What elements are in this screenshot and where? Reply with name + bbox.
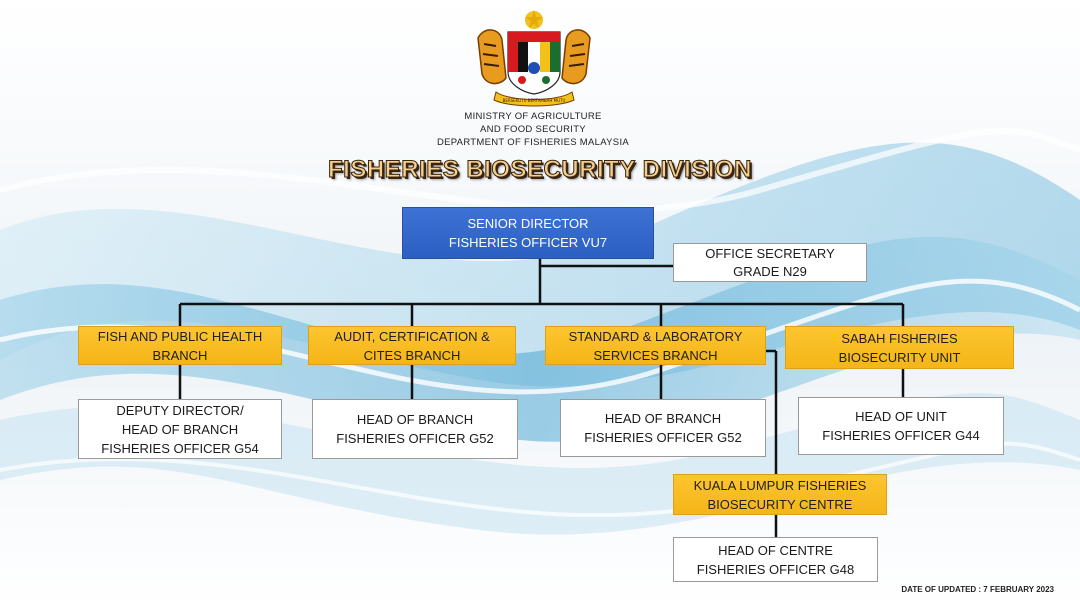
head-sabah-unit[interactable]: [798, 397, 1004, 455]
head-label: HEAD OF CENTRE: [718, 542, 833, 558]
head-audit-certification[interactable]: [312, 399, 518, 459]
branch-label: STANDARD & LABORATORY: [568, 328, 743, 344]
head-grade: FISHERIES OFFICER G48: [696, 561, 855, 577]
head-kl-centre[interactable]: [673, 537, 878, 582]
centre-label: BIOSECURITY CENTRE: [707, 496, 853, 512]
branch-label: BIOSECURITY UNIT: [838, 349, 961, 365]
office-secretary-grade: GRADE N29: [733, 263, 807, 279]
head-grade: FISHERIES OFFICER G54: [101, 440, 259, 456]
branch-label: SABAH FISHERIES: [841, 330, 958, 346]
head-label: HEAD OF BRANCH: [121, 421, 239, 437]
head-label: DEPUTY DIRECTOR/: [116, 402, 244, 418]
office-secretary-box[interactable]: [673, 243, 867, 282]
branch-standard-laboratory[interactable]: [545, 326, 766, 365]
head-grade: FISHERIES OFFICER G44: [822, 428, 980, 443]
head-label: HEAD OF BRANCH: [604, 411, 722, 426]
motto-text: BERSEKUTU BERTAMBAH MUTU: [502, 98, 566, 103]
branch-fish-public-health[interactable]: [78, 326, 282, 365]
senior-director-grade: FISHERIES OFFICER VU7: [448, 235, 608, 250]
senior-director-box[interactable]: [402, 207, 654, 259]
head-label: HEAD OF BRANCH: [356, 412, 474, 427]
head-grade: FISHERIES OFFICER G52: [584, 430, 742, 445]
branch-audit-certification[interactable]: [308, 326, 516, 365]
head-fish-public-health[interactable]: [78, 399, 282, 459]
senior-director-title: SENIOR DIRECTOR: [467, 216, 589, 231]
office-secretary-title: OFFICE SECRETARY: [705, 245, 835, 261]
branch-label: SERVICES BRANCH: [593, 347, 718, 363]
branch-label: AUDIT, CERTIFICATION &: [334, 328, 490, 344]
head-standard-laboratory[interactable]: [560, 399, 766, 457]
ministry-line: AND FOOD SECURITY: [480, 124, 586, 135]
department-line: DEPARTMENT OF FISHERIES MALAYSIA: [436, 137, 630, 148]
branch-sabah-unit[interactable]: [785, 326, 1014, 369]
kl-biosecurity-centre[interactable]: [673, 474, 887, 515]
branch-label: FISH AND PUBLIC HEALTH: [97, 328, 263, 344]
branch-label: CITES BRANCH: [363, 347, 461, 363]
date-updated: DATE OF UPDATED : 7 FEBRUARY 2023: [901, 585, 1054, 594]
ministry-line: MINISTRY OF AGRICULTURE: [464, 111, 602, 122]
centre-label: KUALA LUMPUR FISHERIES: [693, 477, 867, 493]
head-label: HEAD OF UNIT: [855, 409, 947, 424]
head-grade: FISHERIES OFFICER G52: [336, 431, 494, 446]
branch-label: BRANCH: [152, 347, 208, 363]
page-title: FISHERIES BIOSECURITY DIVISION: [328, 156, 752, 183]
